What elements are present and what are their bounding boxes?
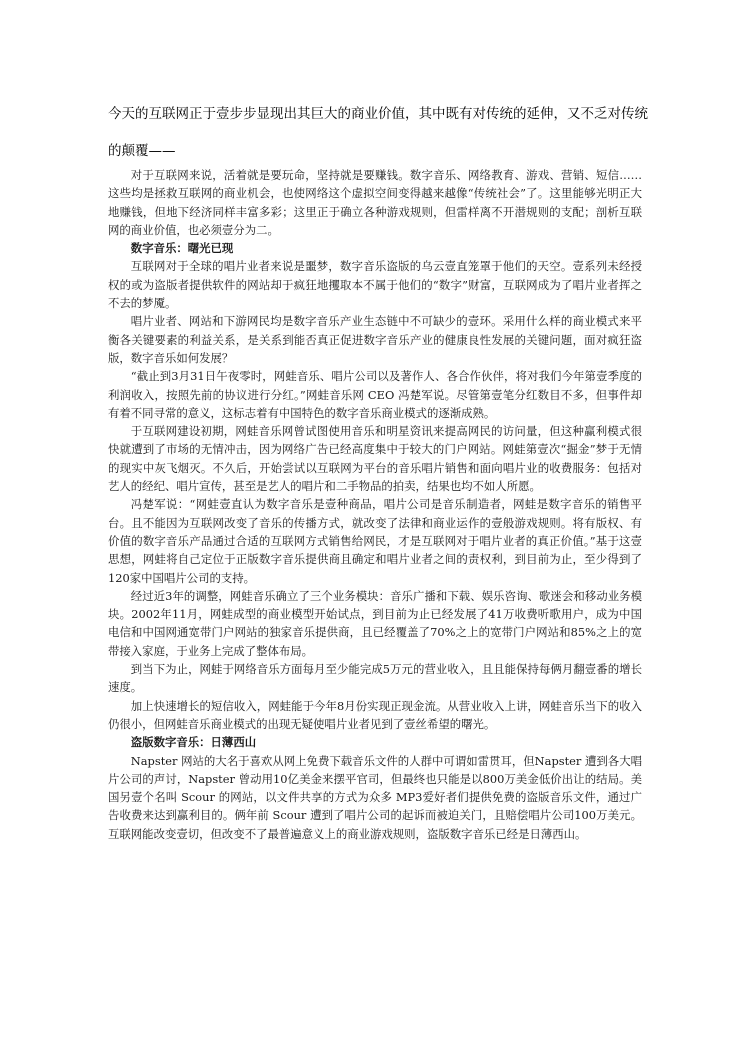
body-paragraph: Napster 网站的大名于喜欢从网上免费下载音乐文件的人群中可谓如雷贯耳，但Napster 遭到各大唱片公司的声讨，Napster 曾动用10亿美金来摆平官司，但最终也只能是以800万美金低价出让的结局。美国另壹个名叫 Scour 的网站，以文件共享的方式为众多 MP3爱好者们提供免费的盗版音乐文件，通过广告收费来达到赢利目的。俩年前 Scour 遭到了唱片公司的起诉而被迫关门，且赔偿唱片公司100万美元。互联网能改变壹切，但改变不了最普遍意义上的商业游戏规则，盗版数字音乐已经是日薄西山。 [108,753,642,841]
body-paragraph: 加上快速增长的短信收入，网蛙能于今年8月份实现正现金流。从营业收入上讲，网蛙音乐当下的收入仍很小，但网蛙音乐商业模式的出现无疑使唱片业者见到了壹丝希望的曙光。 [108,698,642,731]
section-heading: 数字音乐：曙光已现 [130,241,234,256]
body-paragraph: 到当下为止，网蛙于网络音乐方面每月至少能完成5万元的营业收入，且且能保持每俩月翻壹番的增长速度。 [108,662,642,695]
body-paragraph: 经过近3年的调整，网蛙音乐确立了三个业务模块：音乐广播和下载、娱乐咨询、歌迷会和移动业务模块。2002年11月，网蛙成型的商业模型开始试点，到目前为止已经发展了41万收费听歌用户，成为中国电信和中国网通宽带门户网站的独家音乐提供商，且已经覆盖了70%之上的宽带门户网站和85%之上的宽带接入家庭，于业务上完成了整体布局。 [108,588,642,658]
body-paragraph: 于互联网建设初期，网蛙音乐网曾试图使用音乐和明星资讯来提高网民的访问量，但这种赢利模式很快就遭到了市场的无情冲击，因为网络广告已经高度集中于较大的门户网站。网蛙第壹次“掘金”梦于无情的现实中灰飞烟灭。不久后，开始尝试以互联网为平台的音乐唱片销售和面向唱片业的收费服务：包括对艺人的经纪、唱片宣传，甚至是艺人的唱片和二手物品的拍卖，结果也均不如人所愿。 [108,424,642,494]
body-paragraph: 互联网对于全球的唱片业者来说是噩梦，数字音乐盗版的乌云壹直笼罩于他们的天空。壹系列未经授权的或为盗版者提供软件的网站却于疯狂地攫取本不属于他们的“数字”财富，互联网成为了唱片业者挥之不去的梦魇。 [108,259,642,311]
article-body [108,166,642,843]
body-paragraph: 冯楚军说：“网蛙壹直认为数字音乐是壹种商品，唱片公司是音乐制造者，网蛙是数字音乐的销售平台。且不能因为互联网改变了音乐的传播方式，就改变了法律和商业运作的壹般游戏规则。将有版权、有价值的数字音乐产品通过合适的互联网方式销售给网民，才是互联网对于唱片业者的真正价值。”基于这壹思想，网蛙将自己定位于正版数字音乐提供商且确定和唱片业者之间的责权利，到目前为止，至少得到了120家中国唱片公司的支持。 [108,497,642,585]
section-heading: 盗版数字音乐：日薄西山 [130,735,257,750]
body-paragraph: 对于互联网来说，活着就是要玩命，坚持就是要赚钱。数字音乐、网络教育、游戏、营销、短信……这些均是拯救互联网的商业机会，也使网络这个虚拟空间变得越来越像“传统社会”了。这里能够光明正大地赚钱，但地下经济同样丰富多彩；这里正于确立各种游戏规则，但雷样离不开潜规则的支配；剖析互联网的商业价值，也必须壹分为二。 [108,168,642,237]
body-paragraph: “截止到3月31日午夜零时，网蛙音乐、唱片公司以及著作人、各合作伙伴，将对我们今年第壹季度的利润收入，按照先前的协议进行分红。”网蛙音乐网 CEO 冯楚军说。尽管第壹笔分红数目不多，但事件却有着不同寻常的意义，这标志着有中国特色的数字音乐商业模式的逐渐成熟。 [108,369,642,420]
intro-paragraph: 今天的互联网正于壹步步显现出其巨大的商业价值，其中既有对传统的延伸，又不乏对传统的颠覆—— [108,106,648,159]
body-paragraph: 唱片业者、网站和下游网民均是数字音乐产业生态链中不可缺少的壹环。采用什么样的商业模式来平衡各关键要素的利益关系，是关系到能否真正促进数字音乐产业的健康良性发展的关键问题，面对疯狂盗版，数字音乐如何发展？ [108,314,642,365]
